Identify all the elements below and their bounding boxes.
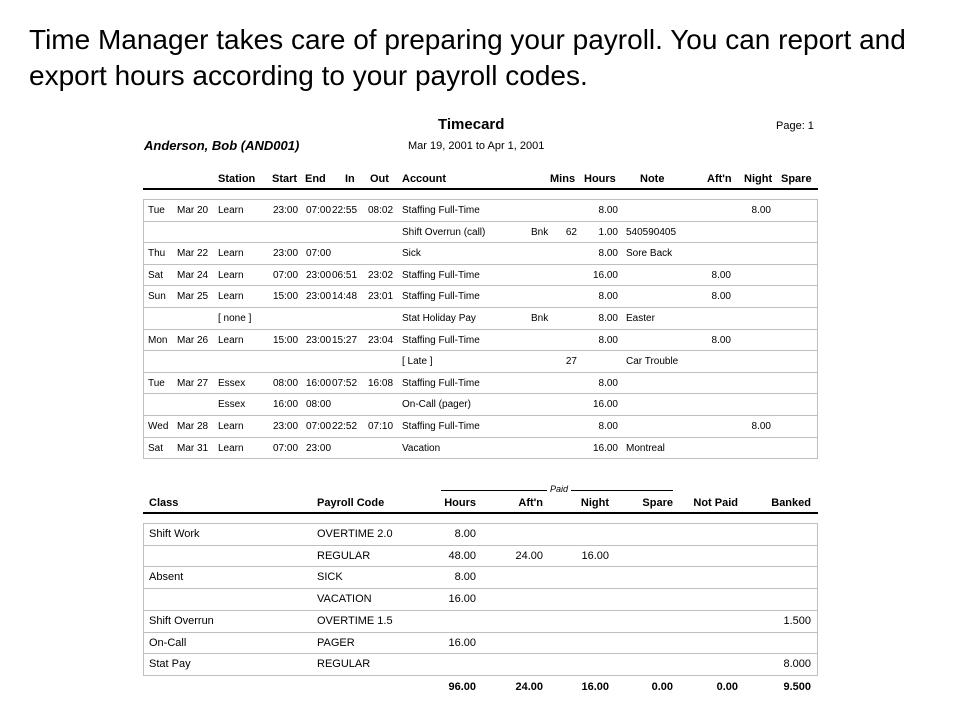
timecard-end: 23:00 bbox=[306, 269, 332, 281]
timecard-account: Staffing Full-Time bbox=[402, 205, 480, 216]
col-payroll-code: Payroll Code bbox=[317, 497, 385, 509]
page-number: Page: 1 bbox=[776, 120, 814, 132]
timecard-start: 07:00 bbox=[273, 269, 299, 281]
col-spare: Spare bbox=[781, 173, 812, 185]
timecard-account: Sick bbox=[402, 248, 421, 260]
timecard-out: 23:01 bbox=[368, 291, 394, 303]
timecard-hours: 1.00 bbox=[598, 226, 618, 238]
timecard-station: Learn bbox=[218, 421, 244, 432]
total-aftn: 24.00 bbox=[515, 680, 543, 693]
timecard-note: Sore Back bbox=[626, 248, 673, 260]
timecard-date: Mar 28 bbox=[177, 421, 209, 432]
summary-code: SICK bbox=[317, 571, 343, 584]
timecard-day: Sat bbox=[148, 442, 164, 454]
timecard-start: 16:00 bbox=[273, 399, 299, 411]
summary-code: OVERTIME 1.5 bbox=[317, 614, 393, 627]
timecard-end: 07:00 bbox=[306, 248, 332, 260]
timecard-out: 23:04 bbox=[368, 334, 394, 346]
col-start: Start bbox=[272, 173, 298, 185]
timecard-account: Stat Holiday Pay bbox=[402, 313, 476, 324]
timecard-end: 07:00 bbox=[306, 205, 332, 216]
summary-hours: 8.00 bbox=[454, 571, 476, 584]
timecard-row bbox=[143, 329, 818, 351]
timecard-day: Tue bbox=[148, 377, 165, 389]
timecard-end: 23:00 bbox=[306, 291, 332, 303]
timecard-hours: 8.00 bbox=[598, 291, 618, 303]
timecard-in: 15:27 bbox=[332, 334, 358, 346]
timecard-out: 23:02 bbox=[368, 269, 394, 281]
col-in: In bbox=[345, 173, 355, 185]
summary-code: PAGER bbox=[317, 636, 355, 649]
timecard-station: Essex bbox=[218, 399, 246, 411]
timecard-start: 08:00 bbox=[273, 377, 299, 389]
timecard-row bbox=[143, 285, 818, 307]
timecard-date: Mar 22 bbox=[177, 248, 209, 260]
timecard-day: Tue bbox=[148, 205, 165, 216]
timecard-hours: 8.00 bbox=[598, 313, 618, 324]
timecard-start: 23:00 bbox=[273, 248, 299, 260]
timecard-report bbox=[143, 112, 818, 702]
slide-caption: Time Manager takes care of preparing your payroll. You can report and export hours according to your payroll codes. bbox=[29, 24, 906, 91]
timecard-account: Staffing Full-Time bbox=[402, 269, 480, 281]
timecard-row bbox=[143, 199, 818, 221]
timecard-note: 540590405 bbox=[626, 226, 677, 238]
summary-hours: 8.00 bbox=[454, 528, 476, 540]
timecard-date: Mar 24 bbox=[177, 269, 209, 281]
col-hours: Hours bbox=[584, 173, 616, 185]
timecard-row bbox=[143, 264, 818, 286]
summary-row bbox=[143, 545, 818, 567]
timecard-hours: 16.00 bbox=[592, 442, 618, 454]
summary-row-divider bbox=[143, 675, 818, 676]
col-sum-spare: Spare bbox=[642, 497, 673, 509]
timecard-account: On-Call (pager) bbox=[402, 399, 471, 411]
timecard-start: 07:00 bbox=[273, 442, 299, 454]
col-night: Night bbox=[744, 173, 773, 185]
timecard-note: Easter bbox=[626, 313, 655, 324]
summary-code: OVERTIME 2.0 bbox=[317, 528, 393, 540]
summary-class: Shift Overrun bbox=[149, 614, 214, 627]
timecard-in: 22:55 bbox=[332, 205, 358, 216]
timecard-night: 8.00 bbox=[751, 205, 771, 216]
summary-code: REGULAR bbox=[317, 549, 371, 562]
timecard-station: [ none ] bbox=[218, 313, 252, 324]
timecard-mins: 27 bbox=[565, 356, 577, 368]
timecard-day: Sat bbox=[148, 269, 164, 281]
timecard-hours: 16.00 bbox=[592, 399, 618, 411]
timecard-row bbox=[143, 372, 818, 394]
timecard-mins: 62 bbox=[565, 226, 577, 238]
summary-banked: 1.500 bbox=[783, 614, 811, 627]
timecard-date: Mar 31 bbox=[177, 442, 209, 454]
timecard-account: Vacation bbox=[402, 442, 441, 454]
timecard-account: Staffing Full-Time bbox=[402, 421, 480, 432]
timecard-account: Staffing Full-Time bbox=[402, 291, 480, 303]
total-spare: 0.00 bbox=[651, 680, 673, 693]
summary-row bbox=[143, 523, 818, 545]
timecard-station: Learn bbox=[218, 205, 244, 216]
summary-code: VACATION bbox=[317, 593, 372, 606]
timecard-hours: 8.00 bbox=[598, 205, 618, 216]
timecard-end: 23:00 bbox=[306, 334, 332, 346]
timecard-hours: 8.00 bbox=[598, 248, 618, 260]
summary-header-rule bbox=[143, 512, 818, 514]
summary-class: Shift Work bbox=[149, 528, 200, 540]
timecard-row bbox=[143, 242, 818, 264]
timecard-station: Learn bbox=[218, 334, 244, 346]
timecard-aftn: 8.00 bbox=[711, 269, 731, 281]
summary-row bbox=[143, 566, 818, 588]
col-end: End bbox=[305, 173, 326, 185]
timecard-hours: 8.00 bbox=[598, 377, 618, 389]
timecard-start: 15:00 bbox=[273, 334, 299, 346]
timecard-station: Learn bbox=[218, 269, 244, 281]
timecard-hours: 8.00 bbox=[598, 334, 618, 346]
timecard-station: Essex bbox=[218, 377, 246, 389]
report-title: Timecard bbox=[438, 116, 505, 133]
timecard-out: 08:02 bbox=[368, 205, 394, 216]
timecard-station: Learn bbox=[218, 291, 244, 303]
timecard-row bbox=[143, 415, 818, 437]
timecard-hours: 16.00 bbox=[592, 269, 618, 281]
employee-name: Anderson, Bob (AND001) bbox=[144, 138, 300, 153]
report-period: Mar 19, 2001 to Apr 1, 2001 bbox=[408, 140, 545, 152]
timecard-row bbox=[143, 437, 818, 459]
timecard-station: Learn bbox=[218, 248, 244, 260]
timecard-end: 16:00 bbox=[306, 377, 332, 389]
summary-row bbox=[143, 610, 818, 632]
col-station: Station bbox=[218, 173, 256, 185]
summary-class: Absent bbox=[149, 571, 184, 584]
timecard-row-divider bbox=[143, 458, 818, 459]
col-sum-banked: Banked bbox=[771, 497, 811, 509]
timecard-note: Montreal bbox=[626, 442, 665, 454]
timecard-end: 08:00 bbox=[306, 399, 332, 411]
timecard-code: Bnk bbox=[531, 313, 549, 324]
timecard-account: [ Late ] bbox=[402, 356, 433, 368]
summary-hours: 16.00 bbox=[448, 593, 476, 606]
timecard-aftn: 8.00 bbox=[711, 291, 731, 303]
timecard-date: Mar 20 bbox=[177, 205, 209, 216]
timecard-in: 14:48 bbox=[332, 291, 358, 303]
col-account: Account bbox=[402, 173, 446, 185]
timecard-account: Shift Overrun (call) bbox=[402, 226, 486, 238]
col-sum-aftn: Aft'n bbox=[518, 497, 543, 509]
timecard-hours: 8.00 bbox=[598, 421, 618, 432]
col-out: Out bbox=[370, 173, 389, 185]
summary-code: REGULAR bbox=[317, 658, 371, 671]
total-banked: 9.500 bbox=[783, 680, 811, 693]
total-hours: 96.00 bbox=[448, 680, 476, 693]
timecard-end: 07:00 bbox=[306, 421, 332, 432]
timecard-night: 8.00 bbox=[751, 421, 771, 432]
summary-class: Stat Pay bbox=[149, 658, 191, 671]
timecard-in: 06:51 bbox=[332, 269, 358, 281]
timecard-note: Car Trouble bbox=[626, 356, 679, 368]
timecard-header-rule bbox=[143, 188, 818, 190]
timecard-row bbox=[143, 393, 818, 415]
timecard-in: 07:52 bbox=[332, 377, 358, 389]
timecard-row bbox=[143, 350, 818, 372]
col-sum-hours: Hours bbox=[444, 497, 476, 509]
summary-row bbox=[143, 653, 818, 675]
timecard-date: Mar 26 bbox=[177, 334, 209, 346]
total-night: 16.00 bbox=[581, 680, 609, 693]
timecard-aftn: 8.00 bbox=[711, 334, 731, 346]
timecard-row bbox=[143, 307, 818, 329]
timecard-date: Mar 27 bbox=[177, 377, 209, 389]
summary-hours: 48.00 bbox=[448, 549, 476, 562]
timecard-start: 23:00 bbox=[273, 421, 299, 432]
timecard-out: 16:08 bbox=[368, 377, 394, 389]
summary-hours: 16.00 bbox=[448, 636, 476, 649]
timecard-in: 22:52 bbox=[332, 421, 358, 432]
summary-night: 16.00 bbox=[581, 549, 609, 562]
timecard-day: Sun bbox=[148, 291, 166, 303]
timecard-day: Wed bbox=[148, 421, 169, 432]
timecard-account: Staffing Full-Time bbox=[402, 334, 480, 346]
timecard-day: Thu bbox=[148, 248, 166, 260]
timecard-end: 23:00 bbox=[306, 442, 332, 454]
col-class: Class bbox=[149, 497, 179, 509]
timecard-day: Mon bbox=[148, 334, 168, 346]
col-note: Note bbox=[640, 173, 665, 185]
timecard-start: 23:00 bbox=[273, 205, 299, 216]
summary-banked: 8.000 bbox=[783, 658, 811, 671]
timecard-date: Mar 25 bbox=[177, 291, 209, 303]
col-mins: Mins bbox=[550, 173, 576, 185]
timecard-start: 15:00 bbox=[273, 291, 299, 303]
timecard-out: 07:10 bbox=[368, 421, 394, 432]
summary-aftn: 24.00 bbox=[515, 549, 543, 562]
summary-row bbox=[143, 588, 818, 610]
summary-class: On-Call bbox=[149, 636, 187, 649]
col-sum-not-paid: Not Paid bbox=[693, 497, 738, 509]
paid-group-label: Paid bbox=[547, 484, 571, 494]
col-aftn: Aft'n bbox=[707, 173, 732, 185]
summary-row bbox=[143, 632, 818, 654]
timecard-code: Bnk bbox=[531, 226, 549, 238]
timecard-station: Learn bbox=[218, 442, 244, 454]
col-sum-night: Night bbox=[580, 497, 609, 509]
timecard-row bbox=[143, 221, 818, 243]
total-not-paid: 0.00 bbox=[716, 680, 738, 693]
timecard-account: Staffing Full-Time bbox=[402, 377, 480, 389]
